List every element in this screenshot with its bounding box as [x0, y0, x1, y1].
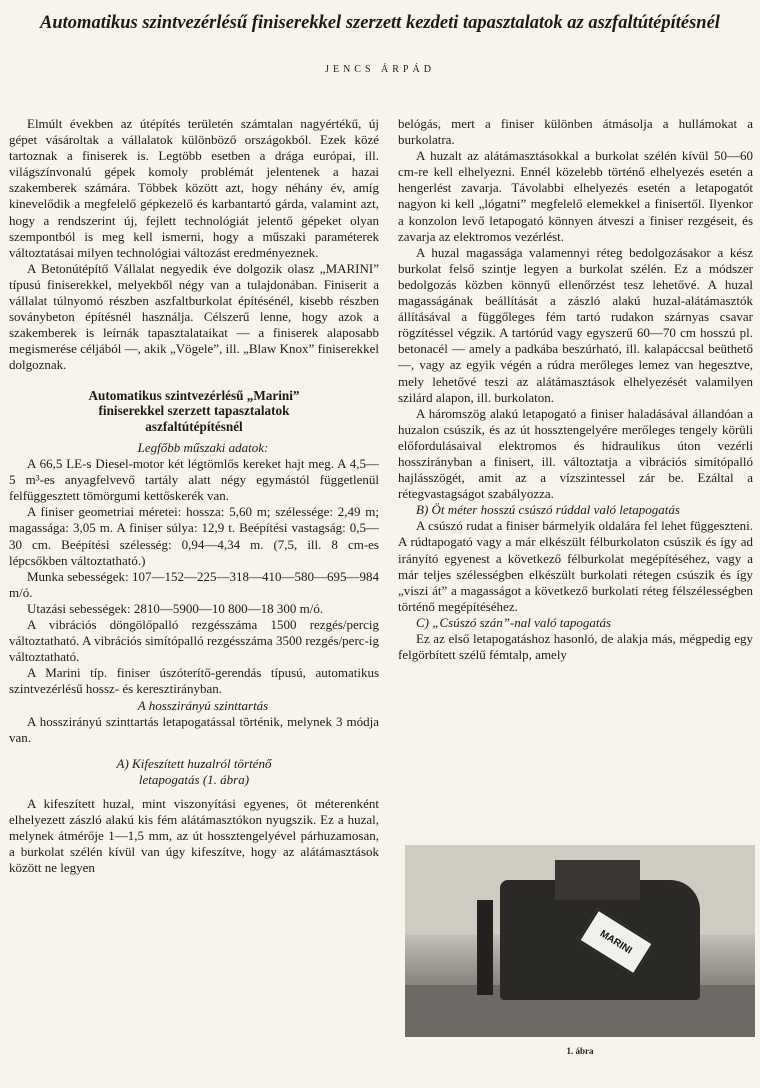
- paragraph: A huzal magassága valamennyi réteg bedolgozásakor a kész burkolat felső szintje legyen a burkolat szélén. Ez a módszer bedolgozás közben könnyű ellenőrzést tesz lehetővé. A huzal magasságának beállítását a zászló alakú huzal-alátámasztók állításával a függőleges fém tartó rudakon szárnyas csavar rögzítéssel végzik. A tartórúd vagy egyszerű 60—70 cm hosszú pl. betonacél — amely a padkába beszúrható, ill. kalapáccsal beüthető —, vagy az egyik végén a rúdra merőleges lemez van hegesztve, mely lehetővé teszi az alátámasztások elhelyezését valamilyen szilárd alapon, ill. burkolaton.: [398, 244, 753, 405]
- subsection-heading: Legfőbb műszaki adatok:: [137, 440, 269, 455]
- section-heading: [19, 388, 369, 435]
- figure-photo: [405, 845, 755, 1037]
- paragraph: A huzalt az alátámasztásokkal a burkolat szélén kívül 50—60 cm-re kell elhelyezni. Ennél közelebb történő elhelyezés esetén a hengerlést zavarja. Távolabbi elhelyezés esetén a letapogatót nagyon ki kell „lógatni” megfelelő elemekkel a finisertől. Ilyenkor a konzolon levő letapogató könnyen átveszi a finiser rezgéseit, és zavarja az elektromos vezérlést.: [398, 148, 753, 244]
- subsection-heading-line: A) Kifeszített huzalról történő: [116, 755, 272, 771]
- right-column: [398, 116, 753, 663]
- subsection-heading-line: letapogatás (1. ábra): [138, 771, 250, 787]
- subsection-heading: B) Öt méter hosszú csúszó rúddal való letapogatás: [416, 502, 680, 518]
- section-heading-line: finiserekkel szerzett tapasztalatok: [98, 403, 290, 418]
- section-heading-line: Automatikus szintvezérlésű „Marini”: [88, 387, 300, 403]
- paragraph: A finiser geometriai méretei: hossza: 5,60 m; szélessége: 2,49 m; magassága: 3,05 m. A finiser súlya: 12,9 t. Beépítési vastagság: 0,5—30 cm. Beépítési szélesség: 0,94—4,34 m. (7,5, ill. 8 cm-es lépcsőkben változtatható.): [9, 504, 379, 568]
- marini-plate: MARINI: [578, 908, 654, 975]
- paragraph: Ez az első letapogatáshoz hasonló, de alakja más, mégpedig egy felgörbített szélű fémtalp, amely: [398, 631, 753, 663]
- paragraph: A csúszó rudat a finiser bármelyik oldalára fel lehet függeszteni. A rúdtapogató vagy a már elkészült félburkolaton csúszik és így ad irányító egyenest a következő félburkolat megépítéséhez, vagy a már teljes szélességben elkészült burkolati rétegen csúszik és így „viszi át” a magasságot a következő burkolati réteg félszélességben történő megépítéséhez.: [398, 518, 753, 614]
- left-column: [9, 116, 379, 876]
- paragraph: A 66,5 LE-s Diesel-motor két légtömlős kereket hajt meg. A 4,5—5 m³-es anyagfelvevő tartály alatt négy egymástól függetlenül felfüggesztett tömörgumi kettőskerék van.: [9, 456, 379, 504]
- paragraph: A Marini típ. finiser úszóterítő-gerendás típusú, automatikus szintvezérlésű hossz- és keresztirányban.: [9, 665, 379, 697]
- paragraph: A Betonútépítő Vállalat negyedik éve dolgozik olasz „MARINI” típusú finiserekkel, melyekből négy van a tulajdonában. Finiserit a vállalat túlnyomó részben aszfaltburkolat építésénél, kisebb részben soványbeton építésnél használja. Célszerű lenne, hogy azok a szakemberek is leírnák tapasztalataikat — a finiserek alaposabb megismerése céljából —, akik „Vögele”, ill. „Blaw Knox” finiserekkel dolgoznak.: [9, 260, 379, 373]
- figure-caption: 1. ábra: [566, 1046, 594, 1056]
- paver-cab: [555, 860, 640, 900]
- paragraph: Elmúlt években az útépítés területén számtalan nagyértékű, új gépet vásároltak a vállalatok különböző országokból. Ezek közé tartoznak a finiserek is. Legtöbb esetben a drága európai, ill. világszínvonalú gépek komoly problémát jelentenek a hazai szakemberek számára. Többek között azt, hogy néhány év, amíg kinevelődik a megfelelő gépkezelő és karbantartó gárda, valamint azt, hogy a rendszerint új, fejlett technológiát jelentő gépeket olyan szempontból is meg kell ismerni, hogy a műszaki paraméterek változtatásai milyen technológiai változást eredményeznek.: [9, 116, 379, 260]
- photo-post: [477, 900, 493, 995]
- section-heading-line: aszfaltútépítésnél: [145, 418, 243, 434]
- paragraph: A vibrációs döngölőpalló rezgésszáma 1500 rezgés/percig változtatható. A vibrációs simítópalló rezgésszáma 3500 rezgés/perc-ig változtatható.: [9, 617, 379, 665]
- paragraph: A háromszög alakú letapogató a finiser haladásával állandóan a huzalon csúszik, és az út hossztengelyére merőleges tengely körüli előfordulásaival elektromos és hidraulikus úton vezérli hosszirányban a finisert, ill. változtatja a vibrációs simítópalló hajlásszögét, amit az a vízszintessel zár be. Ezáltal a rétegvastagságot szabályozza.: [398, 405, 753, 502]
- article-title: Automatikus szintvezérlésű finiserekkel szerzett kezdeti tapasztalatok az aszfaltútépítésnél: [40, 13, 720, 33]
- paragraph: Utazási sebességek: 2810—5900—10 800—18 300 m/ó.: [27, 600, 324, 616]
- paragraph: A kifeszített huzal, mint viszonyítási egyenes, öt méterenként elhelyezett zászló alakú kis fém alátámasztókon nyugszik. Ez a huzal, melynek átmérője 1—1,5 mm, az út hossztengelyével párhuzamosan, a burkolat szélén kívül van úgy kifeszítve, hogy az alátámasztások között ne legyen: [9, 795, 379, 876]
- subsection-heading: A hosszirányú szinttartás: [137, 697, 269, 713]
- subsection-heading: [9, 756, 379, 788]
- paragraph: Munka sebességek: 107—152—225—318—410—580—695—984 m/ó.: [9, 568, 379, 600]
- paragraph: belógás, mert a finiser különben átmásolja a hullámokat a burkolatra.: [398, 116, 753, 148]
- paragraph: A hosszirányú szinttartás letapogatással történik, melynek 3 módja van.: [9, 713, 379, 745]
- subsection-heading: C) „Csúszó szán”-nal való tapogatás: [416, 614, 612, 630]
- author-name: JENCS ÁRPÁD: [325, 64, 435, 75]
